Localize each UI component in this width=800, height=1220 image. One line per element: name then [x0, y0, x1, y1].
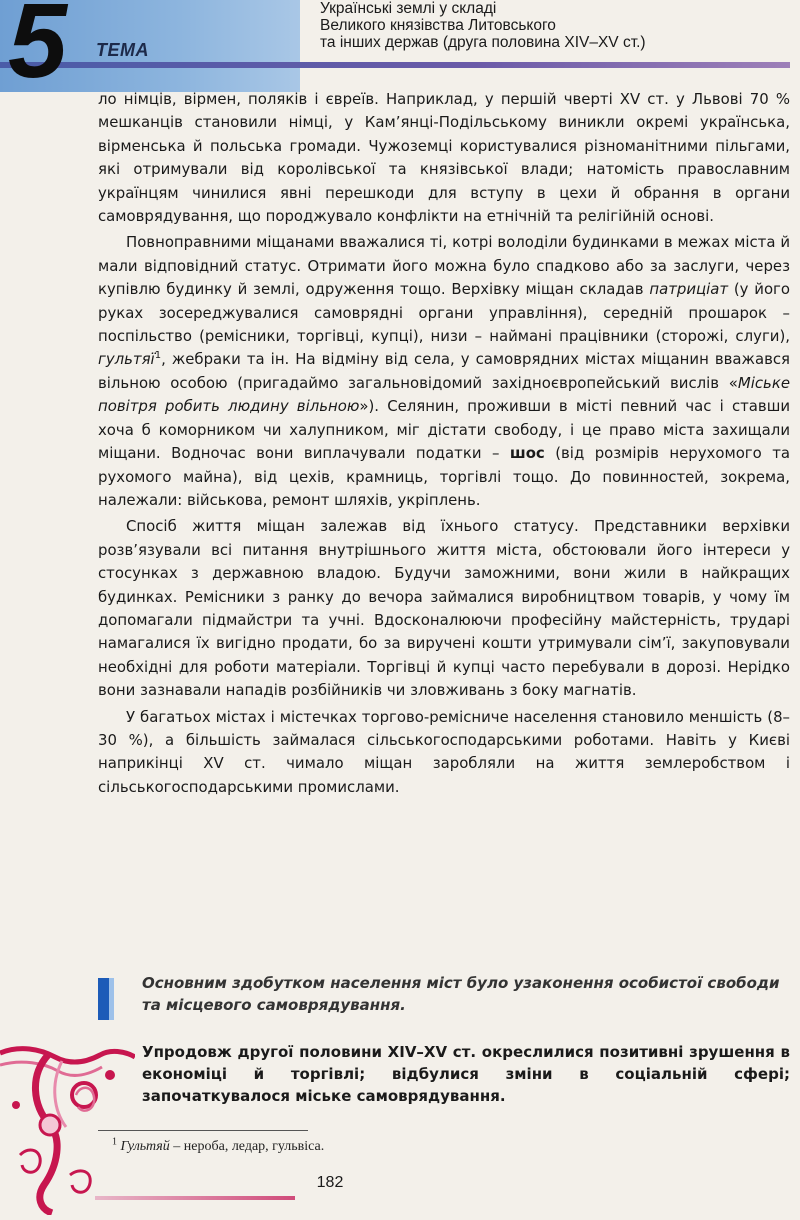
paragraph-3: Спосіб життя міщан залежав від їхнього статусу. Представники верхівки розв’язували всі питання внутрішнього життя міста, обстоювали його інтереси у стосунках з державною владою. Будучи заможними, вони жили в найкращих будинках. Ремісники з ранку до вечора займалися виробництвом товарів, у чому їм допомагали підмайстри та учні. Вдосконалюючи професійну майстерність, трударі намагалися їх вигідно продати, бо за виручені кошти утримували сім’ї, закуповували необхідні для роботи матеріали. Торгівці й купці часто перебували в дорозі. Нерідко вони зазнавали нападів розбійників чи зловживань з боку магнатів.: [98, 517, 790, 700]
header-stripe: [0, 62, 790, 68]
page-number: 182: [316, 1174, 344, 1191]
theme-label: ТЕМА: [96, 40, 149, 60]
page-number-bar: [95, 1196, 295, 1200]
text-run: Повноправними міщанами вважалися ті, котрі володіли будинками в межах міста й мали відповідний статус. Отримати його можна було спадково або за заслуги, через купівлю будинку й землі, одруження тощо. Верхівку міщан складав: [98, 233, 790, 299]
footnote-mark: 1: [154, 350, 162, 362]
quote: Міське повітря робить людину вільною: [98, 373, 790, 416]
main-text: [98, 88, 790, 799]
term-patriciate: патриціат: [649, 280, 729, 299]
paragraph-2: [98, 231, 790, 512]
footnote-definition: – нероба, ледар, гульвіса.: [169, 1139, 325, 1154]
conclusion-marker: [98, 978, 109, 1020]
topic-line: та інших держав (друга половина XIV–XV ст.): [320, 34, 646, 51]
summary-text: Упродовж другої половини XIV–XV ст. окреслилися позитивні зрушення в економіці й торгівлі; відбулися зміни в соціальній сфері; започаткувалося міське самоврядування.: [142, 1043, 790, 1105]
footnote-term: Гультяй: [120, 1139, 170, 1154]
paragraph-4: У багатьох містах і містечках торгово-ремісниче населення становило меншість (8–30 %), а більшість займалася сільськогосподарськими роботами. Навіть у Києві наприкінці XV ст. чимало міщан заробляли на життя землеробством і сільськогосподарськими промислами.: [98, 707, 790, 796]
term-gultiai: гультяї: [98, 350, 155, 369]
topic-line: Українські землі у складі: [320, 0, 497, 17]
text-run: (від розмірів нерухомого та рухомого майна), від цехів, крамниць, торгівлі тощо. До повинностей, зокрема, належали: військова, ремонт шляхів, укріплень.: [98, 444, 790, 509]
topic-title: [320, 0, 790, 51]
topic-line: Великого князівства Литовського: [320, 17, 556, 34]
footnote: [112, 1136, 612, 1155]
text-run: , жебраки та ін. На відміну від села, у самоврядних містах міщанин вважався вільною особою (пригадаймо загальновідомий західноєвропейський вислів «: [98, 350, 790, 392]
chapter-number: 5: [8, 0, 67, 100]
conclusion-text: Основним здобутком населення міст було узаконення особистої свободи та місцевого самоврядування.: [142, 974, 780, 1014]
footnote-divider: [98, 1130, 308, 1131]
text-run: (у його руках зосереджувалися самоврядні органи управління), середній прошарок – поспільство (ремісники, торгівці, купці), низи – наймані працівники (сторожі, слуги),: [98, 280, 790, 346]
term-shos: шос: [509, 444, 545, 463]
paragraph-1: ло німців, вірмен, поляків і євреїв. Наприклад, у першій чверті XV ст. у Львові 70 % мешканців становили німці, у Кам’янці-Подільському виникли окремі українська, вірменська й польська громади. Чужоземці користувалися різноманітними пільгами, які отримували від королівської та князівської влади; натомість православним українцям чинилися явні перешкоди для вступу в цехи й обрання в органи самоврядування, що породжувало конфлікти на етнічній та релігійній основі.: [98, 90, 790, 226]
page-header: [0, 0, 800, 100]
footnote-number: 1: [112, 1136, 117, 1148]
text-run: »). Селянин, проживши в місті певний час і ставши хоча б коморником чи халупником, міг дістати свободу, і це право міста захищали міщани. Водночас вони виплачували податки –: [98, 397, 791, 463]
ornament-initial-icon: [0, 1035, 135, 1215]
conclusion-marker-light: [109, 978, 114, 1020]
